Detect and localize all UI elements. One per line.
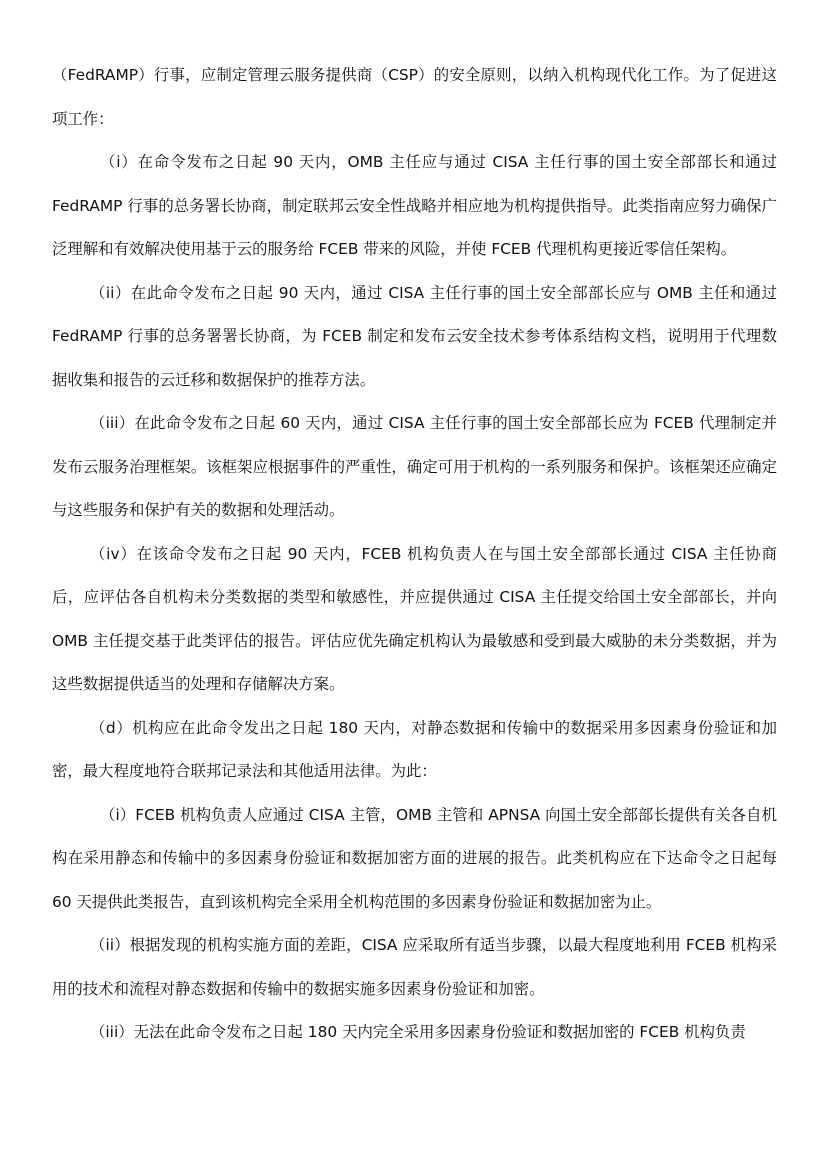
paragraph-fedramp-intro: （FedRAMP）行事，应制定管理云服务提供商（CSP）的安全原则，以纳入机构现代化工作。为了促进这项工作： [52, 66, 777, 128]
paragraph-d: （d）机构应在此命令发出之日起 180 天内，对静态数据和传输中的数据采用多因素身份验证和加密，最大程度地符合联邦记录法和其他适用法律。为此： [52, 718, 777, 780]
paragraph-c-iv: （iv）在该命令发布之日起 90 天内，FCEB 机构负责人在与国土安全部部长通过 CISA 主任协商后，应评估各自机构未分类数据的类型和敏感性，并应提供通过 CISA 主任提交给国土安全部部长，并向 OMB 主任提交基于此类评估的报告。评估应优先确定机构认为最敏感和受到最大威胁的未分类数据，并为这些数据提供适当的处理和存储解决方案。 [52, 544, 777, 693]
document-page [52, 54, 777, 1055]
paragraph-d-ii: （ii）根据发现的机构实施方面的差距，CISA 应采取所有适当步骤，以最大程度地利用 FCEB 机构采用的技术和流程对静态数据和传输中的数据实施多因素身份验证和加密。 [52, 936, 777, 998]
paragraph-c-iii: （iii）在此命令发布之日起 60 天内，通过 CISA 主任行事的国土安全部部长应为 FCEB 代理制定并发布云服务治理框架。该框架应根据事件的严重性，确定可用于机构的一系列服务和保护。该框架还应确定与这些服务和保护有关的数据和处理活动。 [52, 414, 777, 519]
paragraph-d-i: （i）FCEB 机构负责人应通过 CISA 主管，OMB 主管和 APNSA 向国土安全部部长提供有关各自机构在采用静态和传输中的多因素身份验证和数据加密方面的进展的报告。此类机构应在下达命令之日起每 60 天提供此类报告，直到该机构完全采用全机构范围的多因素身份验证和数据加密为止。 [52, 805, 777, 911]
paragraph-d-iii: （iii）无法在此命令发布之日起 180 天内完全采用多因素身份验证和数据加密的 FCEB 机构负责 [90, 1023, 746, 1041]
paragraph-c-ii: （ii）在此命令发布之日起 90 天内，通过 CISA 主任行事的国土安全部部长应与 OMB 主任和通过 FedRAMP 行事的总务署署长协商，为 FCEB 制定和发布云安全技术参考体系结构文档，说明用于代理数据收集和报告的云迁移和数据保护的推荐方法。 [52, 283, 777, 389]
paragraph-c-i: （i）在命令发布之日起 90 天内，OMB 主任应与通过 CISA 主任行事的国土安全部部长和通过 FedRAMP 行事的总务署长协商，制定联邦云安全性战略并相应地为机构提供指导。此类指南应努力确保广泛理解和有效解决使用基于云的服务给 FCEB 带来的风险，并使 FCEB 代理机构更接近零信任架构。 [52, 153, 777, 258]
